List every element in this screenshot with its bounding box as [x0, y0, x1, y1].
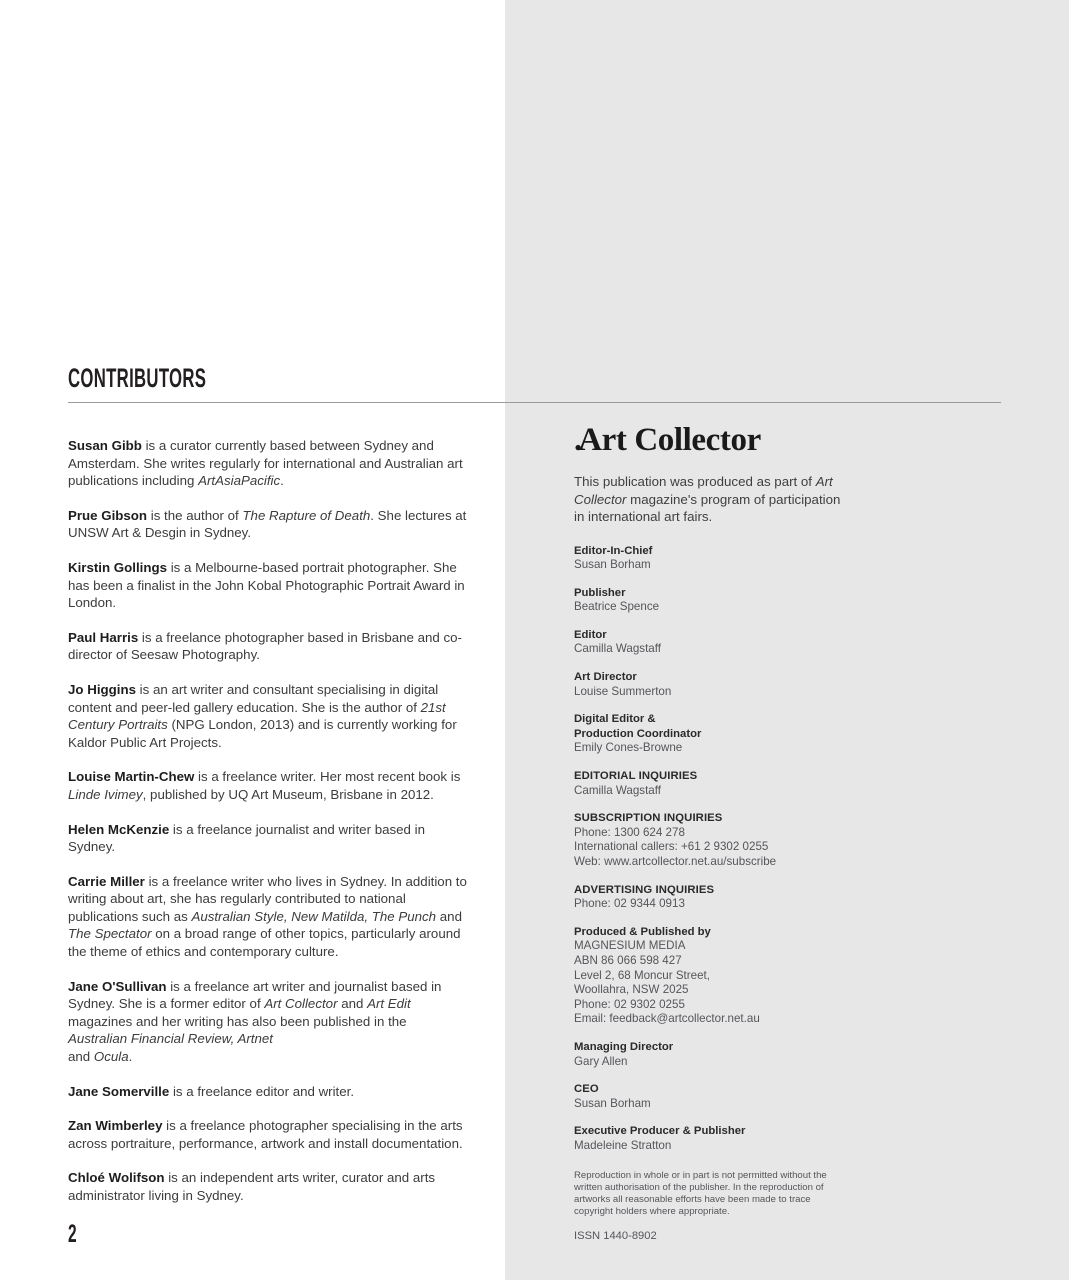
logo-dot: . [574, 422, 580, 458]
credit-block [574, 925, 844, 1027]
bio-italic-title: Art Edit [367, 996, 411, 1012]
contributor-name: Carrie Miller [68, 873, 145, 889]
credit-block [574, 544, 844, 573]
credit-value: Phone: 1300 624 278 [574, 825, 685, 839]
credit-role: Editor [574, 628, 607, 641]
credit-value: Camilla Wagstaff [574, 783, 661, 797]
bio-italic-title: Australian Style, New Matilda, The Punch [191, 908, 437, 924]
credit-role: Production Coordinator [574, 727, 702, 740]
page-title: CONTRIBUTORS [68, 363, 207, 393]
contributor-bio [68, 1117, 468, 1152]
bio-text: . [128, 1049, 133, 1065]
credit-value: Email: feedback@artcollector.net.au [574, 1012, 760, 1026]
contributor-name: Jane Somerville [68, 1083, 170, 1099]
bio-text: is a freelance photographer specialising in the arts across portraiture, performance, artwork and install documentation. [68, 1118, 463, 1151]
credit-value: Emily Cones-Browne [574, 741, 683, 755]
credit-role: Executive Producer & Publisher [574, 1125, 746, 1138]
credit-block [574, 628, 844, 657]
bio-italic-title: Australian Financial Review, Artnet [68, 1031, 273, 1047]
blurb-italic-title: Art Collector [574, 474, 833, 507]
publication-blurb [574, 473, 844, 526]
blurb-line-1: This publication was produced as part of [574, 474, 816, 489]
bio-text: is a Melbourne-based portrait photographer. She has been a finalist in the John Kobal Photographic Portrait Award in London. [68, 559, 465, 611]
heading-divider [68, 402, 1001, 403]
bio-italic-title: The Rapture of Death [242, 507, 371, 523]
contributor-bio [68, 559, 468, 612]
bio-text: is a freelance art writer and journalist based in Sydney. She is a former editor of [68, 978, 442, 1012]
credit-value: Phone: 02 9302 0255 [574, 997, 685, 1011]
credit-value: Level 2, 68 Moncur Street, [574, 968, 710, 982]
credit-value: Web: www.artcollector.net.au/subscribe [574, 855, 777, 868]
credits-list [574, 544, 844, 1154]
credit-block [574, 1124, 844, 1153]
credit-block [574, 811, 844, 869]
imprint-column [574, 424, 844, 1243]
contributor-bio [68, 1083, 468, 1101]
credit-value: Madeleine Stratton [574, 1138, 672, 1152]
art-collector-logo [574, 424, 844, 457]
bio-text: is a freelance editor and writer. [169, 1083, 355, 1099]
credit-block [574, 769, 844, 798]
credit-value: Susan Borham [574, 1096, 651, 1110]
credit-role: Managing Director [574, 1040, 674, 1053]
bio-italic-title: 21st Century Portraits [68, 699, 446, 733]
bio-text: is a freelance photographer based in Brisbane and co-director of Seesaw Photography. [68, 629, 462, 663]
credit-role: Art Director [574, 671, 637, 684]
bio-italic-title: The Spectator [68, 926, 152, 942]
bio-text: is a curator currently based between Sydney and Amsterdam. She writes regularly for international and Australian art publications including [68, 438, 463, 489]
contributor-bio [68, 978, 468, 1066]
bio-text: is a freelance writer. Her most recent book is [194, 769, 461, 785]
credit-role: EDITORIAL INQUIRIES [574, 770, 698, 783]
contributor-bio [68, 437, 468, 490]
credit-role: Digital Editor & [574, 713, 656, 726]
contributor-name: Kirstin Gollings [68, 559, 167, 575]
credit-block [574, 586, 844, 615]
bio-text: and [68, 1049, 94, 1065]
bio-text: magazines and her writing has also been published in the [68, 1013, 407, 1029]
blurb-line-2: magazine's program of participation in international art fairs. [574, 491, 841, 524]
bio-text: and [337, 996, 368, 1012]
bio-text: . She lectures at UNSW Art & Desgin in Sydney. [68, 507, 467, 541]
bio-text: , published by UQ Art Museum, Brisbane in 2012. [142, 786, 434, 802]
credit-role: ADVERTISING INQUIRIES [574, 883, 715, 896]
credit-block [574, 883, 844, 912]
bio-text: on a broad range of other topics, particularly around the theme of ethics and contemporary culture. [68, 926, 461, 960]
bio-italic-title: ArtAsiaPacific [198, 473, 281, 489]
credit-value: International callers: +61 2 9302 0255 [574, 840, 769, 854]
credit-role: SUBSCRIPTION INQUIRIES [574, 812, 723, 825]
credit-value: Phone: 02 9344 0913 [574, 897, 685, 911]
contributor-bio [68, 1169, 468, 1204]
bio-text: is a freelance journalist and writer based in Sydney. [68, 821, 425, 855]
contributor-bio [68, 821, 468, 856]
credit-block [574, 712, 844, 756]
credit-value: Susan Borham [574, 558, 651, 572]
issn-number: ISSN 1440-8902 [574, 1230, 657, 1243]
bio-text: is an art writer and consultant specialising in digital content and peer-led gallery education. She is the author of [68, 681, 439, 715]
bio-text: is the author of [147, 507, 243, 523]
contributor-name: Helen McKenzie [68, 821, 170, 837]
contributor-bio [68, 629, 468, 664]
credit-value: Gary Allen [574, 1054, 628, 1068]
contributor-bio [68, 768, 468, 803]
contributor-name: Chloé Wolifson [68, 1170, 165, 1186]
credit-block [574, 1040, 844, 1069]
contributor-bio [68, 507, 468, 542]
contributor-name: Prue Gibson [68, 507, 148, 523]
contributor-name: Paul Harris [68, 629, 139, 645]
bio-text: and [436, 908, 462, 924]
credit-block [574, 670, 844, 699]
bio-italic-title: Ocula [93, 1049, 129, 1065]
credit-role: Editor-In-Chief [574, 544, 653, 557]
contributor-bio [68, 681, 468, 751]
logo-wordmark: Art Collector [578, 422, 761, 458]
contributor-name: Zan Wimberley [68, 1118, 163, 1134]
contributors-list [68, 437, 468, 1222]
credit-value: Louise Summerton [574, 684, 672, 698]
bio-italic-title: Linde Ivimey [68, 786, 143, 802]
bio-text: is an independent arts writer, curator and arts administrator living in Sydney. [68, 1170, 436, 1203]
bio-text: (NPG London, 2013) and is currently working for Kaldor Public Art Projects. [68, 717, 457, 750]
contributor-name: Louise Martin-Chew [68, 769, 195, 785]
contributor-bio [68, 873, 468, 961]
credit-value: MAGNESIUM MEDIA [574, 939, 686, 953]
bio-italic-title: Art Collector [264, 996, 338, 1012]
page-number: 2 [68, 1220, 77, 1248]
credit-value: Camilla Wagstaff [574, 642, 661, 656]
credit-role: Produced & Published by [574, 925, 711, 938]
credit-value: Woollahra, NSW 2025 [574, 983, 689, 997]
credit-role: CEO [574, 1083, 599, 1096]
credit-value: ABN 86 066 598 427 [574, 953, 682, 967]
contributor-name: Susan Gibb [68, 438, 142, 453]
bio-text: . [280, 473, 284, 489]
copyright-notice: Reproduction in whole or in part is not permitted without the written authorisation of the publisher. In the reproduction of artworks all reasonable efforts have been made to trace copyright holders where appropriate. [574, 1169, 827, 1218]
credit-role: Publisher [574, 586, 626, 599]
credit-value: Beatrice Spence [574, 600, 660, 614]
credit-block [574, 1082, 844, 1111]
bio-text: is a freelance writer who lives in Sydney. In addition to writing about art, she has regularly contributed to national publications such as [68, 873, 467, 924]
contributor-name: Jo Higgins [68, 681, 136, 697]
contributor-name: Jane O'Sullivan [68, 978, 167, 994]
